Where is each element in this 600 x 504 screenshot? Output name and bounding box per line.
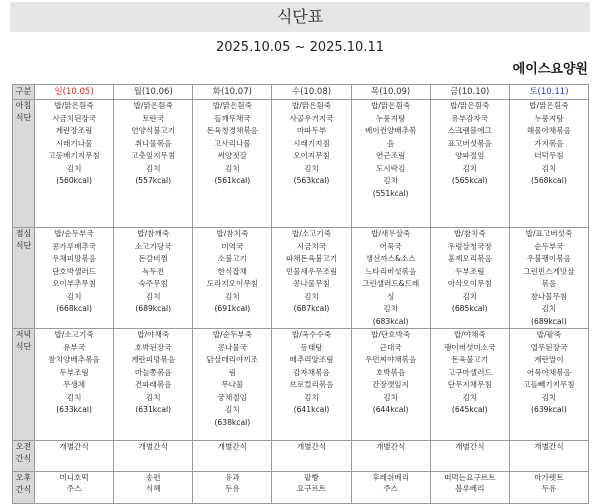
menu-item: 취나물볶음 (134, 138, 172, 148)
calorie-label: (645kcal) (451, 405, 488, 414)
menu-item: 밥/맑은흰죽 (450, 101, 490, 110)
menu-item: 우채피망볶음 (52, 254, 97, 263)
meal-cell (272, 329, 351, 441)
meal-cell (351, 329, 430, 441)
menu-item: 음 (386, 138, 395, 148)
menu-item: 베이컨양배추볶 (364, 126, 417, 135)
row-label-line: 식단 (15, 241, 32, 250)
snack-cell (430, 441, 509, 472)
menu-item: 호박된장국 (134, 342, 172, 352)
corner-header: 구분 (13, 85, 35, 100)
menu-item: 닭살데리야끼조 (206, 355, 259, 364)
menu-item: 사골우거지국 (289, 113, 334, 123)
menu-item: 김치 (66, 392, 82, 402)
snack-item: 주스 (383, 484, 398, 493)
day-header-tue: 화(10.07) (193, 85, 272, 100)
menu-item: 간장깻잎지 (372, 380, 409, 389)
menu-item: 밥/소고기죽 (54, 330, 94, 339)
calorie-label: (551kcal) (372, 188, 409, 198)
menu-item: 김치 (304, 392, 319, 402)
menu-item: 소고기당국 (134, 241, 172, 251)
menu-item: 녹두전 (142, 266, 165, 276)
snack-item: 개별간식 (217, 442, 248, 451)
menu-item: 밥/맑은흰죽 (212, 101, 252, 110)
snack-item: 미니호떡 (59, 473, 89, 482)
snack-cell (272, 472, 351, 504)
meal-cell (35, 329, 114, 441)
snack-cell (193, 472, 272, 504)
snack-cell (114, 441, 193, 472)
menu-item: 고등배기지무침 (48, 151, 100, 160)
menu-item: 김치 (225, 405, 240, 414)
meal-cell (35, 100, 114, 228)
row-label-line: 간식 (15, 485, 32, 494)
menu-item: 김치 (462, 392, 478, 402)
menu-item: 언양식불고기 (131, 126, 176, 135)
menu-item: 건파래볶음 (134, 380, 172, 389)
meal-cell (114, 100, 193, 228)
row-label-line: 아침 (15, 101, 32, 110)
menu-item: 돈갈비찜 (138, 254, 168, 263)
menu-item: 김치 (304, 163, 319, 173)
menu-item: 김치 (383, 392, 398, 402)
meal-cell (114, 228, 193, 329)
menu-item: 김치 (541, 304, 557, 313)
menu-item: 김치 (225, 291, 240, 301)
snack-cell (35, 472, 114, 504)
snack-cell (509, 441, 588, 472)
menu-item: 밥/팥죽 (536, 330, 562, 339)
menu-item: 미역국 (221, 241, 244, 251)
menu-item: 밥/맑은흰죽 (133, 101, 173, 110)
meal-cell (35, 228, 114, 329)
calorie-label: (565kcal) (451, 176, 488, 185)
menu-item: 호박볶음 (375, 367, 406, 377)
menu-item: 가지볶음 (534, 138, 564, 148)
snack-item: 마가렛트 (534, 473, 564, 482)
menu-item: 순두부국 (534, 241, 564, 251)
row-label-line: 간식 (15, 454, 32, 463)
menu-item: 연근조림 (375, 151, 406, 160)
menu-item: 한식잡채 (217, 266, 248, 276)
menu-item: 밥/순두부죽 (212, 330, 252, 339)
row-label-line: 저녁 (15, 330, 32, 339)
day-header-sun: 일(10.05) (35, 85, 114, 100)
menu-item: 참나물무침 (530, 291, 568, 301)
menu-item: 민물새우무조림 (285, 266, 338, 276)
menu-item: 어묵야채볶음 (526, 367, 571, 377)
menu-item: 양파절임 (455, 151, 485, 160)
menu-item: 표고버섯볶음 (447, 138, 492, 148)
menu-item: 김치 (225, 163, 240, 173)
row-label-am-snack (13, 441, 35, 472)
snack-item: 요구르트 (296, 484, 327, 493)
calorie-label: (557kcal) (135, 176, 172, 185)
snack-item: 유과 (225, 473, 240, 482)
menu-item: 누룽지탕 (375, 113, 406, 123)
menu-item: 김치 (145, 392, 161, 402)
meal-cell (351, 100, 430, 228)
menu-item: 마늘쫑볶음 (134, 367, 172, 377)
menu-item: 유부국 (63, 342, 86, 352)
row-lunch (13, 228, 589, 329)
snack-item: 송편 (145, 473, 161, 482)
snack-cell (351, 472, 430, 504)
menu-item: 밥/참치죽 (216, 229, 249, 238)
calorie-label: (641kcal) (293, 405, 330, 414)
menu-item: 돈육청경채볶음 (206, 126, 259, 135)
table-header-row (13, 85, 589, 100)
menu-item: 콩가루배추국 (52, 241, 97, 251)
snack-item: 떠먹는요구르트 (444, 473, 496, 482)
menu-item: 마파두부 (296, 126, 327, 135)
day-header-mon: 월(10.06) (114, 85, 193, 100)
menu-item: 누룽지탕 (534, 113, 564, 123)
menu-item: 김치 (383, 304, 398, 313)
snack-item: 개별간식 (138, 442, 168, 451)
calorie-label: (638kcal) (214, 417, 251, 427)
menu-item: 그린샐러드&드레 (361, 279, 420, 288)
menu-item: 싱 (386, 291, 395, 301)
calorie-label: (561kcal) (214, 176, 251, 185)
menu-item: 밥/맑은흰죽 (54, 101, 94, 110)
meal-cell (430, 228, 509, 329)
menu-item: 밥/참치죽 (453, 229, 486, 238)
menu-item: 밥/야채죽 (137, 330, 170, 339)
calorie-label: (691kcal) (214, 304, 251, 313)
snack-item: 식혜 (145, 484, 161, 493)
menu-item: 콩나물무침 (293, 279, 330, 288)
menu-item: 김치 (383, 176, 398, 185)
calorie-label: (639kcal) (531, 405, 567, 414)
menu-item: 단호박샐러드 (52, 266, 97, 276)
snack-item: 개별간식 (59, 442, 89, 451)
menu-item: 콩나물국 (217, 342, 248, 352)
menu-item: 고춧잎지무침 (131, 151, 176, 160)
menu-item: 밥/소고기죽 (291, 229, 332, 238)
meal-cell (114, 329, 193, 441)
calorie-label: (689kcal) (531, 316, 567, 326)
row-label-line: 오후 (15, 473, 32, 482)
menu-item: 해물아채볶음 (526, 126, 571, 135)
menu-item: 써양젓갈 (217, 151, 248, 160)
meal-cell (351, 228, 430, 329)
meal-cell (430, 329, 509, 441)
menu-item: 밥/새우살죽 (371, 229, 411, 238)
menu-item: 팽이버섯미소국 (444, 342, 496, 352)
menu-item: 생선까스&소스 (365, 254, 416, 263)
snack-item: 두유 (225, 484, 240, 493)
menu-item: 계란피망볶음 (131, 355, 176, 364)
menu-item: 두부조림 (59, 367, 89, 377)
menu-item: 시래기나물 (55, 138, 93, 148)
menu-item: 계란말이 (534, 355, 564, 364)
snack-cell (351, 441, 430, 472)
calorie-label: (560kcal) (56, 176, 92, 185)
menu-item: 참치양배추볶음 (48, 355, 100, 364)
menu-item: 우렁살청국장 (447, 241, 492, 251)
snack-cell (430, 472, 509, 504)
menu-item: 그린빈스게맛살 (523, 266, 575, 276)
organization-name: 에이스요양원 (512, 62, 588, 77)
calorie-label: (683kcal) (372, 316, 409, 326)
meal-cell (509, 228, 588, 329)
date-range: 2025.10.05 ~ 2025.10.11 (215, 40, 385, 55)
row-label-lunch (13, 228, 35, 329)
menu-item: 시금치된장국 (52, 113, 97, 123)
menu-item: 근대국 (379, 342, 402, 352)
row-label-line: 점심 (15, 229, 32, 238)
meal-cell (272, 100, 351, 228)
menu-item: 밥/참깨죽 (137, 229, 170, 238)
menu-item: 오이부추무침 (52, 279, 97, 288)
row-label-pm-snack (13, 472, 35, 504)
menu-item: 밥/순두부국 (54, 229, 94, 238)
page-title: 식단표 (276, 7, 324, 26)
menu-item: 토란국 (142, 113, 165, 123)
meal-plan-table (12, 84, 589, 504)
menu-item: 고구마샐러드 (447, 367, 492, 377)
menu-item: 메추리알조림 (289, 355, 334, 364)
day-header-sat: 토(10.11) (509, 85, 588, 100)
row-breakfast (13, 100, 589, 228)
menu-item: 김치 (66, 163, 82, 173)
menu-item: 김치 (304, 291, 319, 301)
menu-item: 파채돈육불고기 (285, 254, 338, 263)
menu-item: 돈육불고기 (451, 355, 489, 364)
menu-item: 무생채 (63, 380, 86, 389)
menu-item: 유부감자국 (451, 113, 489, 123)
menu-item: 두부조림 (455, 266, 485, 276)
menu-item: 밥/맑은흰죽 (371, 101, 411, 110)
calorie-label: (633kcal) (56, 405, 92, 414)
day-header-fri: 금(10.10) (430, 85, 509, 100)
menu-item: 김치 (66, 291, 82, 301)
calorie-label: (687kcal) (293, 304, 330, 313)
menu-item: 동태탕 (300, 342, 323, 352)
snack-cell (35, 441, 114, 472)
menu-item: 밥/맑은흰죽 (529, 101, 569, 110)
meal-cell (430, 100, 509, 228)
menu-item: 브로컬리볶음 (289, 380, 334, 389)
menu-item: 느타리버섯볶음 (364, 266, 417, 276)
snack-item: 개별간식 (375, 442, 406, 451)
menu-item: 밥/단호박죽 (371, 330, 411, 339)
menu-item: 도라지오이무침 (206, 279, 259, 288)
snack-cell (509, 472, 588, 504)
menu-item: 무나물 (221, 380, 244, 389)
menu-item: 숙주무침 (138, 279, 168, 288)
snack-item: 개별간식 (455, 442, 485, 451)
snack-cell (272, 441, 351, 472)
calorie-label: (631kcal) (135, 405, 172, 414)
snack-item: 개별간식 (534, 442, 564, 451)
day-header-wed: 수(10.08) (272, 85, 351, 100)
snack-item: 두유 (541, 484, 557, 493)
meal-cell (193, 100, 272, 228)
menu-item: 김치 (462, 163, 478, 173)
meal-cell (509, 329, 588, 441)
title-bar (10, 2, 590, 32)
menu-item: 밥/표고버섯죽 (525, 229, 573, 238)
menu-item: 더덕무침 (534, 151, 564, 160)
calorie-label: (568kcal) (531, 176, 567, 185)
snack-item: 주스 (66, 484, 82, 493)
menu-item: 계란장조림 (55, 126, 93, 135)
menu-item: 김치 (145, 163, 161, 173)
menu-item: 스크램블에그 (447, 126, 492, 135)
menu-item: 궁채절임 (217, 392, 248, 402)
menu-item: 김치 (541, 163, 557, 173)
menu-item: 단무지채무침 (447, 380, 492, 389)
menu-item: 어묵국 (379, 241, 402, 251)
snack-item: 개별간식 (296, 442, 327, 451)
menu-item: 밥/맑은흰죽 (291, 101, 332, 110)
menu-item: 열무된장국 (530, 342, 568, 352)
snack-cell (114, 472, 193, 504)
row-label-line: 오전 (15, 442, 32, 451)
meal-cell (193, 228, 272, 329)
menu-item: 소불고기 (217, 254, 248, 263)
calorie-label: (668kcal) (56, 304, 92, 313)
row-label-dinner (13, 329, 35, 441)
row-label-line: 식단 (15, 342, 32, 351)
meal-cell (509, 100, 588, 228)
menu-item: 고사리나물 (214, 138, 251, 148)
row-pm-snack (13, 472, 589, 504)
snack-item: 후레쉬베리 (372, 473, 409, 482)
menu-item: 훈제오리볶음 (447, 254, 492, 263)
menu-item: 밥/야채죽 (453, 330, 486, 339)
menu-item: 밥/옥수수죽 (291, 330, 332, 339)
menu-item: 오이지무침 (293, 151, 330, 160)
calorie-label: (689kcal) (135, 304, 172, 313)
menu-item: 들깨무채국 (214, 113, 251, 123)
row-am-snack (13, 441, 589, 472)
menu-item: 시금치국 (296, 241, 327, 251)
snack-item: 팥빵 (304, 473, 319, 482)
menu-item: 김치 (541, 392, 557, 402)
menu-item: 김치 (145, 291, 161, 301)
snack-cell (193, 441, 272, 472)
calorie-label: (685kcal) (451, 304, 488, 313)
meal-cell (193, 329, 272, 441)
menu-item: 시래기지짐 (293, 138, 330, 148)
menu-item: 볶음 (541, 279, 557, 288)
menu-item: 김치 (462, 291, 478, 301)
menu-item: 우불팽이볶음 (526, 254, 571, 263)
menu-item: 도시락김 (375, 163, 406, 173)
row-label-breakfast (13, 100, 35, 228)
snack-item: 블루베리 (455, 484, 485, 493)
menu-item: 감자채볶음 (293, 367, 330, 377)
calorie-label: (644kcal) (372, 405, 409, 414)
calorie-label: (563kcal) (293, 176, 330, 185)
menu-item: 우민찌야채볶음 (364, 355, 417, 364)
menu-item: 아삭오이무침 (447, 279, 492, 288)
menu-item: 림 (228, 367, 237, 377)
row-dinner (13, 329, 589, 441)
row-label-line: 식단 (15, 113, 32, 122)
day-header-thu: 목(10.09) (351, 85, 430, 100)
menu-item: 고들빼기지무침 (523, 380, 575, 389)
meal-cell (272, 228, 351, 329)
